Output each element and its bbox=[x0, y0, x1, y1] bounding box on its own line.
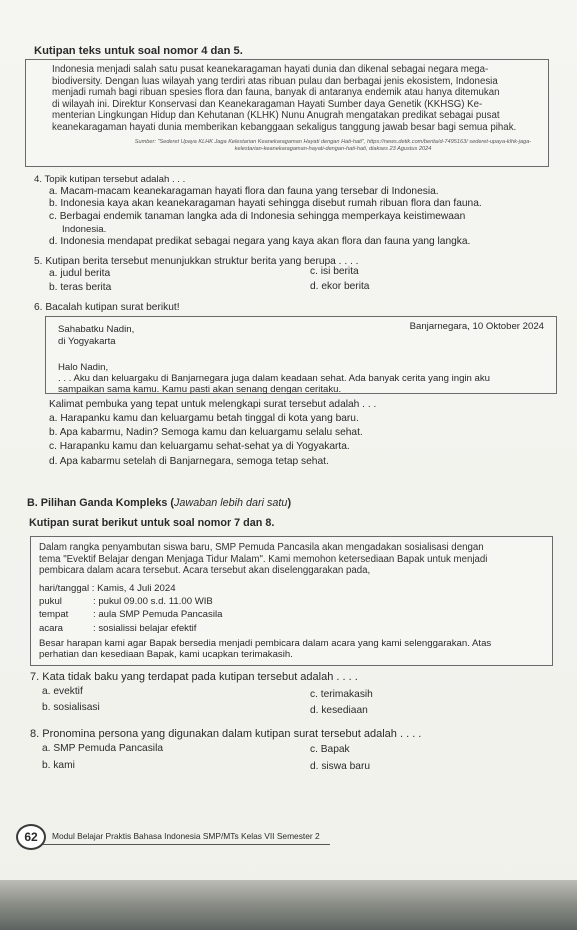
question-4-stem: 4. Topik kutipan tersebut adalah . . . bbox=[34, 174, 186, 185]
event-name-label: acara bbox=[39, 623, 63, 634]
question-5-option-b[interactable]: b. teras berita bbox=[49, 282, 112, 293]
question-8-option-b[interactable]: b. kami bbox=[42, 760, 75, 771]
excerpt-line: menjadi rumah bagi ribuan spesies flora dan fauna, banyak di antaranya endemik atau hanya ditemukan bbox=[52, 87, 500, 99]
event-name-value: : sosialissi belajar efektif bbox=[93, 623, 197, 634]
letter-body-line: sampaikan sama kamu. Kamu pasti akan senang dengan ceritaku. bbox=[58, 384, 342, 395]
question-6-option-b[interactable]: b. Apa kabarmu, Nadin? Semoga kamu dan keluargamu selalu sehat. bbox=[49, 427, 363, 438]
letter-recipient-name: Sahabatku Nadin, bbox=[58, 324, 135, 335]
question-5-option-c[interactable]: c. isi berita bbox=[310, 266, 359, 277]
event-time-value: : pukul 09.00 s.d. 11.00 WIB bbox=[93, 596, 213, 607]
question-6-option-d[interactable]: d. Apa kabarmu setelah di Banjarnegara, semoga tetap sehat. bbox=[49, 456, 329, 467]
excerpt-line: menterian Lingkungan Hidup dan Kehutanan (KLHK) Nunu Anugrah mengatakan predikat sebagai pusat bbox=[52, 110, 500, 122]
event-place-label: tempat bbox=[39, 609, 69, 620]
letter-place-date: Banjarnegara, 10 Oktober 2024 bbox=[409, 321, 544, 332]
page-number: 62 bbox=[16, 824, 46, 850]
question-4-option-c-continuation: Indonesia. bbox=[62, 224, 107, 235]
invitation-closing-line: perhatian dan kesediaan Bapak, kami ucapkan terimakasih. bbox=[39, 649, 293, 660]
invitation-line: tema "Evektif Belajar dengan Menjaga Tidur Malam". Kami memohon ketersediaan Bapak untuk menjadi bbox=[39, 553, 488, 565]
question-4-option-b[interactable]: b. Indonesia kaya akan keanekaragaman hayati sehingga disebut rumah ribuan flora dan fauna. bbox=[49, 198, 482, 209]
excerpt-line: di wilayah ini. Direktur Konservasi dan Keanekaragaman Hayati Sumber daya Genetik (KKHSG) Ke- bbox=[52, 98, 483, 110]
question-5-stem: 5. Kutipan berita tersebut menunjukkan struktur berita yang berupa . . . . bbox=[34, 256, 359, 267]
question-7-option-c[interactable]: c. terimakasih bbox=[310, 689, 373, 700]
event-place-value: : aula SMP Pemuda Pancasila bbox=[93, 609, 223, 620]
invitation-line: Dalam rangka penyambutan siswa baru, SMP Pemuda Pancasila akan mengadakan sosialisasi dengan bbox=[39, 542, 484, 553]
section-b-close: ) bbox=[287, 497, 292, 509]
passage-heading: Kutipan teks untuk soal nomor 4 dan 5. bbox=[34, 45, 243, 57]
question-4-option-c[interactable]: c. Berbagai endemik tanaman langka ada di Indonesia sehingga memperkaya keistimewaan bbox=[49, 211, 466, 222]
news-excerpt-box bbox=[25, 59, 549, 167]
question-7-option-a[interactable]: a. evektif bbox=[42, 686, 83, 697]
question-7-option-b[interactable]: b. sosialisasi bbox=[42, 702, 100, 713]
section-b-label: B. Pilihan Ganda Kompleks ( bbox=[27, 497, 174, 509]
question-6-stem: 6. Bacalah kutipan surat berikut! bbox=[34, 302, 180, 313]
letter-recipient-city: di Yogyakarta bbox=[58, 336, 116, 347]
invitation-line: pembicara dalam acara tersebut. Acara tersebut akan diselenggarakan pada, bbox=[39, 565, 371, 577]
event-day: hari/tanggal : Kamis, 4 Juli 2024 bbox=[39, 583, 176, 594]
excerpt-source: Sumber: "Sederet Upaya KLHK Jaga Kelestarian Keanekaragaman Hayati dengan Hati-hati", https://news.detik.com/berita/d-7495163/ sederet-upaya-klhk-jaga-kelestarian-keanekaragaman-hayati-dengan-hati-hati, diakses 23 Agustus 2024 bbox=[134, 139, 532, 153]
question-6-option-c[interactable]: c. Harapanku kamu dan keluargamu sehat-sehat ya di Yogyakarta. bbox=[49, 441, 350, 452]
invitation-heading: Kutipan surat berikut untuk soal nomor 7 dan 8. bbox=[29, 517, 275, 529]
section-b-heading bbox=[27, 497, 291, 509]
invitation-intro bbox=[39, 542, 546, 577]
excerpt-line: biodiversity. Dengan luas wilayah yang terdiri atas ribuan pulau dan berbagai jenis ekosistem, Indonesia bbox=[52, 75, 498, 87]
question-4-option-d[interactable]: d. Indonesia mendapat predikat sebagai negara yang kaya akan flora dan fauna yang langka. bbox=[49, 236, 471, 247]
question-4-option-a[interactable]: a. Macam-macam keanekaragaman hayati flora dan fauna yang tersebar di Indonesia. bbox=[49, 186, 439, 197]
question-7-stem: 7. Kata tidak baku yang terdapat pada kutipan tersebut adalah . . . . bbox=[30, 671, 358, 683]
event-time-label: pukul bbox=[39, 596, 62, 607]
excerpt-line: keanekaragaman hayati dunia memberikan kebanggaan sekaligus tanggung jawab besar bagi semua pihak. bbox=[52, 121, 517, 133]
letter-greeting: Halo Nadin, bbox=[58, 362, 109, 373]
invitation-letter-box bbox=[30, 536, 553, 666]
letter-body-line: . . . Aku dan keluargaku di Banjarnegara juga dalam keadaan sehat. Ada banyak cerita yang ingin aku bbox=[58, 373, 491, 384]
news-excerpt-text bbox=[52, 64, 542, 134]
question-8-option-a[interactable]: a. SMP Pemuda Pancasila bbox=[42, 743, 163, 754]
excerpt-line: Indonesia menjadi salah satu pusat keanekaragaman hayati dunia dan dikenal sebagai negara mega- bbox=[52, 64, 489, 75]
letter-excerpt-box bbox=[45, 316, 557, 394]
question-5-option-d[interactable]: d. ekor berita bbox=[310, 281, 370, 292]
photo-background-strip bbox=[0, 880, 577, 930]
book-title: Modul Belajar Praktis Bahasa Indonesia SMP/MTs Kelas VII Semester 2 bbox=[36, 828, 330, 845]
invitation-closing-line: Besar harapan kami agar Bapak bersedia menjadi pembicara dalam acara yang kami selenggarakan. Atas bbox=[39, 638, 492, 649]
section-b-note: Jawaban lebih dari satu bbox=[174, 497, 288, 509]
question-6-option-a[interactable]: a. Harapanku kamu dan keluargamu betah tinggal di kota yang baru. bbox=[49, 413, 359, 424]
question-6-prompt: Kalimat pembuka yang tepat untuk melengkapi surat tersebut adalah . . . bbox=[49, 399, 377, 410]
question-8-stem: 8. Pronomina persona yang digunakan dalam kutipan surat tersebut adalah . . . . bbox=[30, 728, 422, 740]
question-5-option-a[interactable]: a. judul berita bbox=[49, 268, 111, 279]
question-8-option-c[interactable]: c. Bapak bbox=[310, 744, 350, 755]
question-7-option-d[interactable]: d. kesediaan bbox=[310, 705, 368, 716]
question-8-option-d[interactable]: d. siswa baru bbox=[310, 761, 371, 772]
